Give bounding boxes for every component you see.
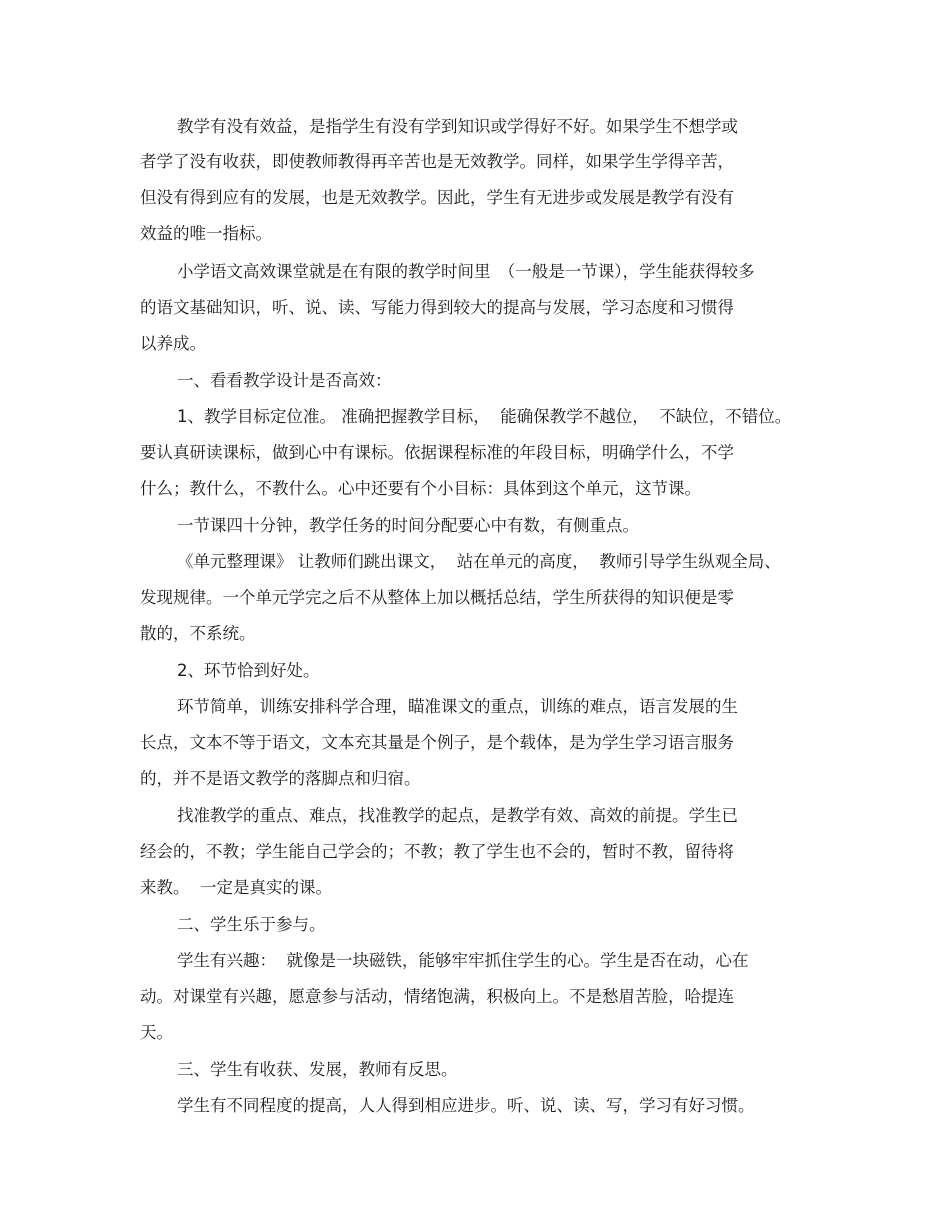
section-heading: 三、学生有收获、发展，教师有反思。 (177, 1060, 458, 1079)
text-line: 环节简单，训练安排科学合理，瞄准课文的重点，训练的难点，语言发展的生 (177, 697, 738, 716)
text-line: 学生有不同程度的提高，人人得到相应进步。听、说、读、写，学习有好习惯。 (177, 1096, 755, 1115)
text-line: 来教。 一定是真实的课。 (140, 878, 332, 897)
text-line: 以养成。 (140, 334, 206, 353)
text-line: 要认真研读课标，做到心中有课标。依据课程标准的年段目标，明确学什么，不学 (140, 443, 734, 462)
text-line: 《单元整理课》 让教师们跳出课文， 站在单元的高度， 教师引导学生纵观全局、 (177, 552, 781, 571)
text-line: 小学语文高效课堂就是在有限的教学时间里 （一般是一节课），学生能获得较多 (177, 262, 755, 281)
section-heading: 二、学生乐于参与。 (177, 915, 326, 934)
text-line: 一节课四十分钟，教学任务的时间分配要心中有数，有侧重点。 (177, 516, 639, 535)
text-line: 的，并不是语文教学的落脚点和归宿。 (140, 769, 421, 788)
text-line: 效益的唯一指标。 (140, 224, 272, 243)
text-line: 者学了没有收获，即使教师教得再辛苦也是无效教学。同样，如果学生学得辛苦， (140, 152, 734, 171)
subsection-heading: 2、环节恰到好处。 (177, 661, 320, 680)
text-line: 但没有得到应有的发展，也是无效教学。因此，学生有无进步或发展是教学有没有 (140, 188, 734, 207)
text-line: 学生有兴趣： 就像是一块磁铁，能够牢牢抓住学生的心。学生是否在动，心在 (177, 951, 749, 970)
text-line: 什么；教什么，不教什么。心中还要有个小目标：具体到这个单元，这节课。 (140, 479, 701, 498)
text-line: 教学有没有效益，是指学生有没有学到知识或学得好不好。如果学生不想学或 (177, 117, 738, 136)
text-line: 的语文基础知识，听、说、读、写能力得到较大的提高与发展，学习态度和习惯得 (140, 298, 734, 317)
text-line: 动。对课堂有兴趣，愿意参与活动，情绪饱满，积极向上。不是愁眉苦脸，哈提连 (140, 987, 734, 1006)
text-line: 发现规律。一个单元学完之后不从整体上加以概括总结，学生所获得的知识便是零 (140, 588, 734, 607)
text-line: 长点，文本不等于语文，文本充其量是个例子，是个载体，是为学生学习语言服务 (140, 733, 734, 752)
text-line: 天。 (140, 1023, 173, 1042)
section-heading: 一、看看教学设计是否高效： (177, 371, 392, 390)
text-line: 找准教学的重点、难点，找准教学的起点，是教学有效、高效的前提。学生已 (177, 806, 738, 825)
text-line: 经会的，不教；学生能自己学会的；不教；教了学生也不会的，暂时不教，留待将 (140, 842, 734, 861)
text-line: 散的，不系统。 (140, 624, 256, 643)
text-line: 1、教学目标定位准。 准确把握教学目标， 能确保教学不越位， 不缺位，不错位。 (177, 407, 792, 426)
